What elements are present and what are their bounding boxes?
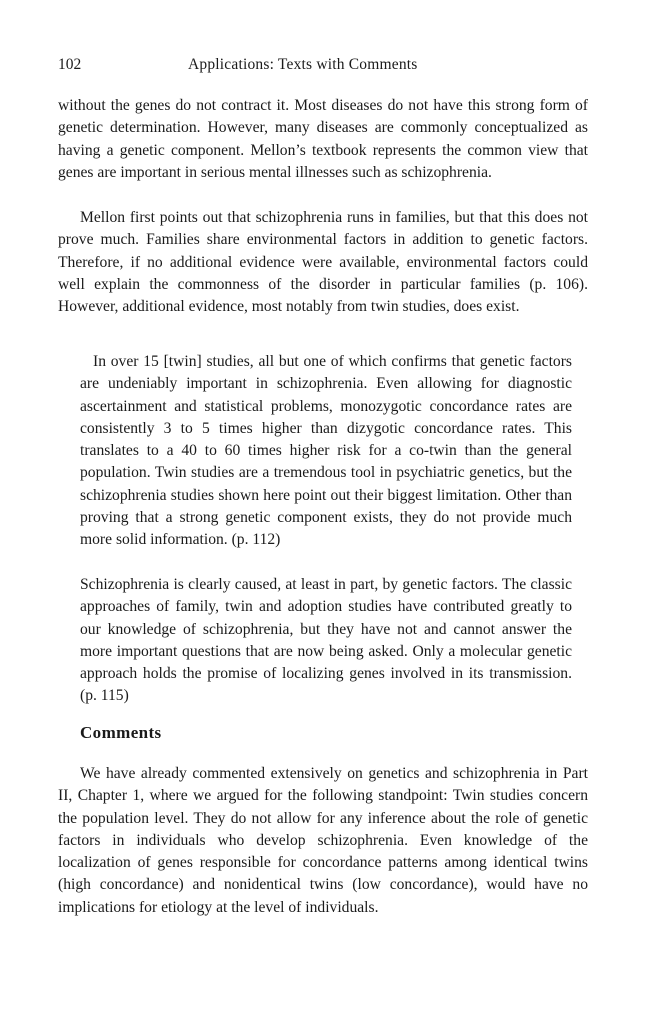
body-paragraph-2: Mellon first points out that schizophrenia runs in families, but that this does not prove much. Families share environmental factors in addition to genetic factors. Therefore, if no additional evidence were available, environmental factors could well explain the commonness of the disorder in particular families (p. 106). However, additional evidence, most notably from twin studies, does exist. bbox=[58, 209, 588, 316]
comments-paragraph: We have already commented extensively on genetics and schizophrenia in Part II, Chapter 1, where we argued for the following standpoint: Twin studies concern the population level. They do not allow for any inference about the role of genetic factors in individuals who develop schizophrenia. Even knowledge of the localization of genes responsible for concordance patterns among identical twins (high concordance) and nonidentical twins (low concordance), would have no implications for etiology at the level of individuals. bbox=[58, 765, 588, 916]
running-title: Applications: Texts with Comments bbox=[188, 56, 418, 73]
page-number: 102 bbox=[58, 56, 82, 73]
section-heading-comments: Comments bbox=[80, 723, 162, 742]
block-quote-1: In over 15 [twin] studies, all but one of which confirms that genetic factors are undeniably important in schizophrenia. Even allowing for diagnostic ascertainment and statistical problems, monozygotic concordance rates are consistently 3 to 5 times higher than dizygotic concordance rates. This translates to a 40 to 60 times higher risk for a co-twin than the general population. Twin studies are a tremendous tool in psychiatric genetics, but the schizophrenia studies shown here point out their biggest limitation. Other than proving that a strong genetic component exists, they do not provide much more solid information. (p. 112) bbox=[80, 353, 572, 549]
block-quote-2: Schizophrenia is clearly caused, at least in part, by genetic factors. The classic approaches of family, twin and adoption studies have contributed greatly to our knowledge of schizophrenia, but they have not and cannot answer the more important questions that are now being asked. Only a molecular genetic approach holds the promise of localizing genes involved in its transmission. (p. 115) bbox=[80, 576, 572, 705]
running-header bbox=[58, 56, 588, 80]
body-paragraph-1: without the genes do not contract it. Most diseases do not have this strong form of genetic determination. However, many diseases are commonly conceptualized as having a genetic component. Mellon’s textbook represents the common view that genes are important in serious mental illnesses such as schizophrenia. bbox=[58, 97, 588, 181]
